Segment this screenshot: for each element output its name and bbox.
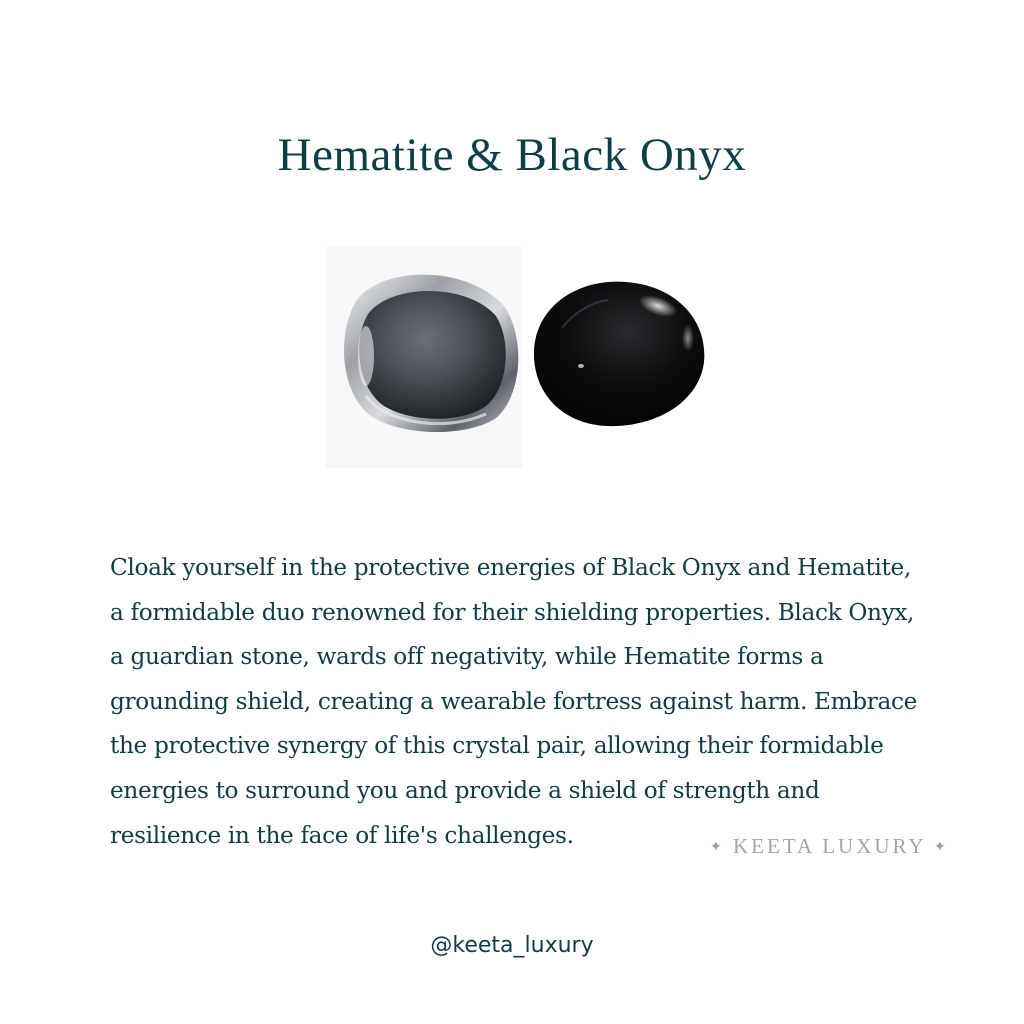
hematite-stone	[344, 275, 518, 432]
sparkle-icon: ✦	[934, 840, 949, 855]
black-onyx-stone	[534, 282, 704, 426]
social-handle: @keeta_luxury	[430, 933, 594, 958]
page-title: Hematite & Black Onyx	[277, 129, 747, 181]
description-paragraph: Cloak yourself in the protective energies of Black Onyx and Hematite, a formidable duo renowned for their shielding properties. Black Onyx, a guardian stone, wards off negativity, while Hematite forms a grounding shield, creating a wearable fortress against harm. Embrace the protective synergy of this crystal pair, allowing their formidable energies to surround you and provide a shield of strength and resilience in the face of life's challenges.	[110, 554, 917, 849]
crystal-photo	[326, 246, 726, 468]
brand-watermark	[710, 834, 970, 859]
watermark-text: KEETA LUXURY	[732, 834, 926, 858]
sparkle-icon: ✦	[710, 840, 725, 855]
